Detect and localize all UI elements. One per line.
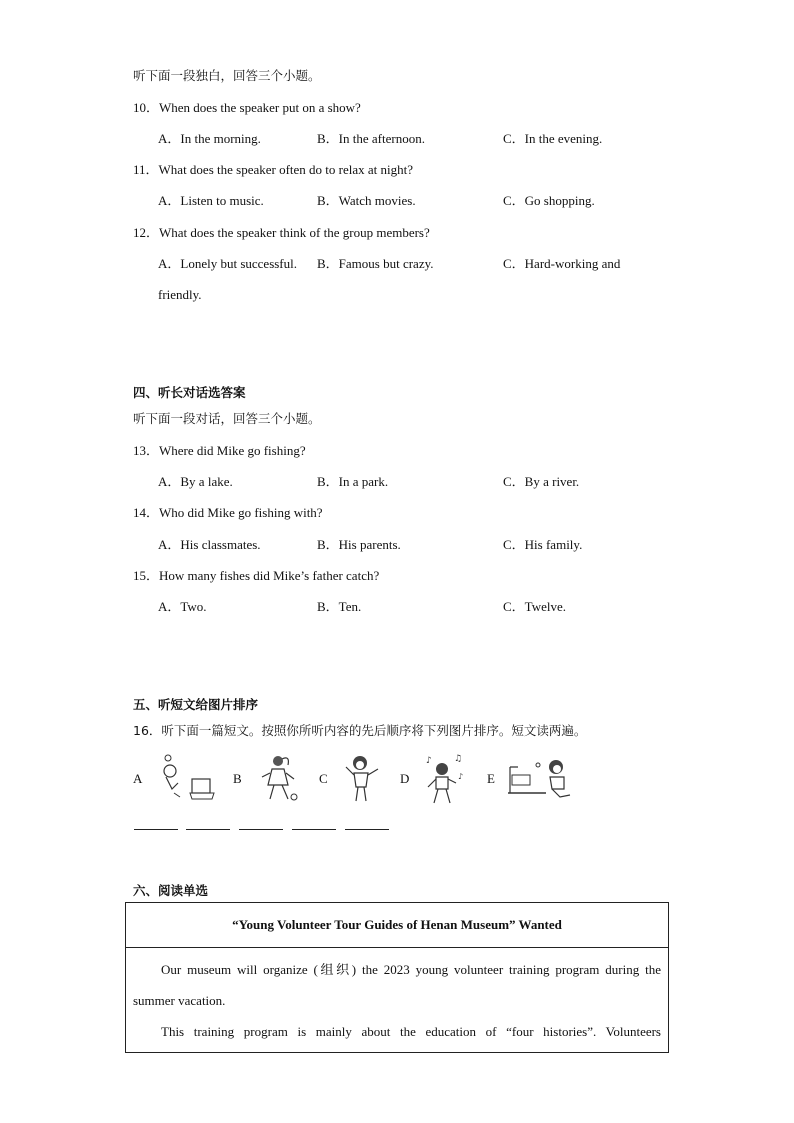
q12-option-c: C．Hard-working and: [503, 256, 621, 271]
boy-with-music-notes-icon: [422, 753, 466, 807]
question-text: What does the speaker think of the group members?: [159, 225, 430, 240]
q15-option-b: B．Ten.: [317, 599, 362, 614]
girl-dancing-icon: [342, 753, 382, 805]
q11-option-c: C．Go shopping.: [503, 193, 595, 208]
picture-label-c: C: [319, 771, 328, 786]
q13-option-b: B．In a park.: [317, 474, 389, 489]
question-16: [133, 723, 586, 739]
question-13: [133, 443, 306, 459]
passage-title: “Young Volunteer Tour Guides of Henan Museum” Wanted: [126, 903, 669, 948]
answer-blank-1[interactable]: [134, 829, 178, 830]
picture-label-b: B: [233, 771, 242, 786]
question-number: 12．: [133, 225, 160, 240]
girl-playing-icon: [260, 753, 300, 805]
question-text: Where did Mike go fishing?: [159, 443, 306, 458]
section6-heading: 六、阅读单选: [133, 883, 209, 898]
section4-intro: 听下面一段对话，回答三个小题。: [133, 411, 321, 426]
question-11: [133, 162, 413, 178]
q10-option-c: C．In the evening.: [503, 131, 603, 146]
passage-paragraph-2: This training program is mainly about the education of “four histories”. Volunteers: [161, 1024, 661, 1039]
picture-label-d: D: [400, 771, 410, 786]
passage-paragraph-1: Our museum will organize (组织) the 2023 young volunteer training program during the summer vacation.: [133, 962, 661, 1008]
q14-option-b: B．His parents.: [317, 537, 401, 552]
question-text: What does the speaker often do to relax at night?: [158, 162, 414, 177]
question-number: 14．: [133, 505, 160, 520]
question-number: 16．: [133, 723, 162, 738]
q15-option-c: C．Twelve.: [503, 599, 566, 614]
passage-body: [126, 948, 669, 1053]
q13-option-a: A．By a lake.: [158, 474, 233, 489]
q11-option-a: A．Listen to music.: [158, 193, 264, 208]
question-14: [133, 505, 323, 521]
question-number: 15．: [133, 568, 160, 583]
answer-blank-2[interactable]: [186, 829, 230, 830]
q14-option-c: C．His family.: [503, 537, 583, 552]
section5-heading: 五、听短文给图片排序: [133, 697, 259, 712]
q12-option-c-continued: friendly.: [158, 287, 202, 302]
picture-label-a: A: [133, 771, 143, 786]
question-text: 听下面一篇短文。按照你所听内容的先后顺序将下列图片排序。短文读两遍。: [161, 723, 587, 738]
svg-text:♪: ♪: [458, 772, 464, 781]
answer-blank-3[interactable]: [239, 829, 283, 830]
q10-option-a: A．In the morning.: [158, 131, 261, 146]
q12-option-a: A．Lonely but successful.: [158, 256, 298, 271]
svg-text:♪: ♪: [426, 756, 432, 766]
q13-option-c: C．By a river.: [503, 474, 580, 489]
answer-blank-4[interactable]: [292, 829, 336, 830]
question-10: [133, 100, 361, 116]
boy-at-computer-icon: [160, 753, 216, 803]
q14-option-a: A．His classmates.: [158, 537, 261, 552]
q12-option-b: B．Famous but crazy.: [317, 256, 434, 271]
q10-option-b: B．In the afternoon.: [317, 131, 425, 146]
svg-text:♫: ♫: [454, 754, 463, 764]
question-text: When does the speaker put on a show?: [159, 100, 361, 115]
question-15: [133, 568, 379, 584]
question-12: [133, 225, 430, 241]
reading-passage-box: [125, 902, 669, 1053]
q11-option-b: B．Watch movies.: [317, 193, 416, 208]
q15-option-a: A．Two.: [158, 599, 207, 614]
question-number: 13．: [133, 443, 160, 458]
question-text: Who did Mike go fishing with?: [159, 505, 323, 520]
section4-heading: 四、听长对话选答案: [133, 385, 246, 400]
boy-reading-at-desk-icon: [508, 753, 574, 799]
section3-intro: 听下面一段独白，回答三个小题。: [133, 68, 321, 83]
question-number: 11．: [133, 162, 159, 177]
question-number: 10．: [133, 100, 160, 115]
question-text: How many fishes did Mike’s father catch?: [159, 568, 380, 583]
answer-blank-5[interactable]: [345, 829, 389, 830]
picture-label-e: E: [487, 771, 495, 786]
